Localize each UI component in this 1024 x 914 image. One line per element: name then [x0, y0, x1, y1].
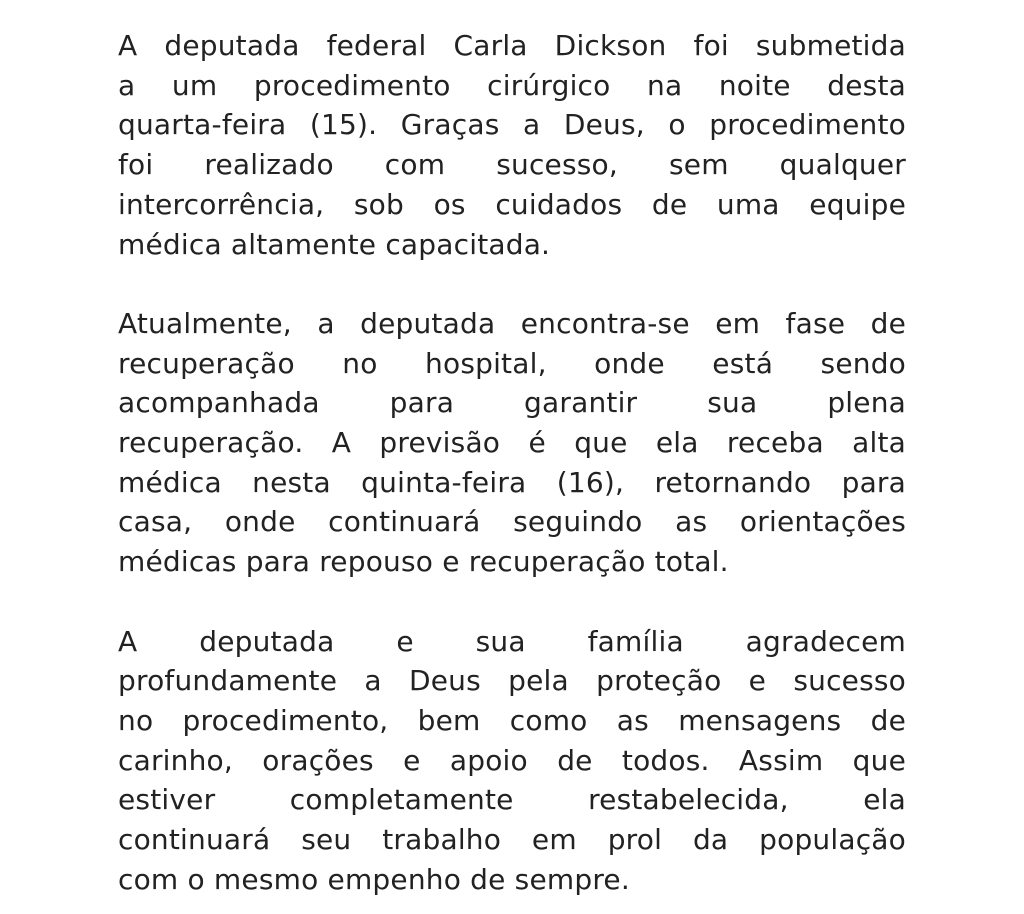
- document-body: [118, 26, 906, 899]
- text-line: estiver completamente restabelecida, ela: [118, 783, 906, 817]
- text-line: médicas para repouso e recuperação total.: [118, 545, 729, 579]
- text-line: recuperação. A previsão é que ela receba alta: [118, 426, 906, 460]
- text-line: com o mesmo empenho de sempre.: [118, 862, 630, 896]
- text-line: recuperação no hospital, onde está sendo: [118, 346, 906, 380]
- paragraph-surgery: [118, 26, 906, 264]
- text-line: foi realizado com sucesso, sem qualquer: [118, 148, 906, 182]
- text-line: a um procedimento cirúrgico na noite desta: [118, 68, 906, 102]
- text-line: A deputada federal Carla Dickson foi submetida: [118, 29, 906, 62]
- text-line: médica nesta quinta-feira (16), retornando para: [118, 465, 906, 499]
- text-line: Atualmente, a deputada encontra-se em fase de: [118, 306, 906, 340]
- text-line: médica altamente capacitada.: [118, 227, 551, 261]
- text-line: intercorrência, sob os cuidados de uma equipe: [118, 187, 906, 221]
- text-line: profundamente a Deus pela proteção e sucesso: [118, 664, 906, 698]
- text-line: continuará seu trabalho em prol da população: [118, 823, 906, 857]
- text-line: quarta-feira (15). Graças a Deus, o procedimento: [118, 108, 906, 142]
- text-line: acompanhada para garantir sua plena: [118, 386, 906, 420]
- text-line: casa, onde continuará seguindo as orientações: [118, 505, 906, 539]
- paragraph-recovery: [118, 304, 906, 582]
- text-line: A deputada e sua família agradecem: [118, 624, 906, 658]
- text-line: carinho, orações e apoio de todos. Assim que: [118, 743, 906, 777]
- paragraph-thanks: [118, 622, 906, 900]
- text-line: no procedimento, bem como as mensagens de: [118, 703, 906, 737]
